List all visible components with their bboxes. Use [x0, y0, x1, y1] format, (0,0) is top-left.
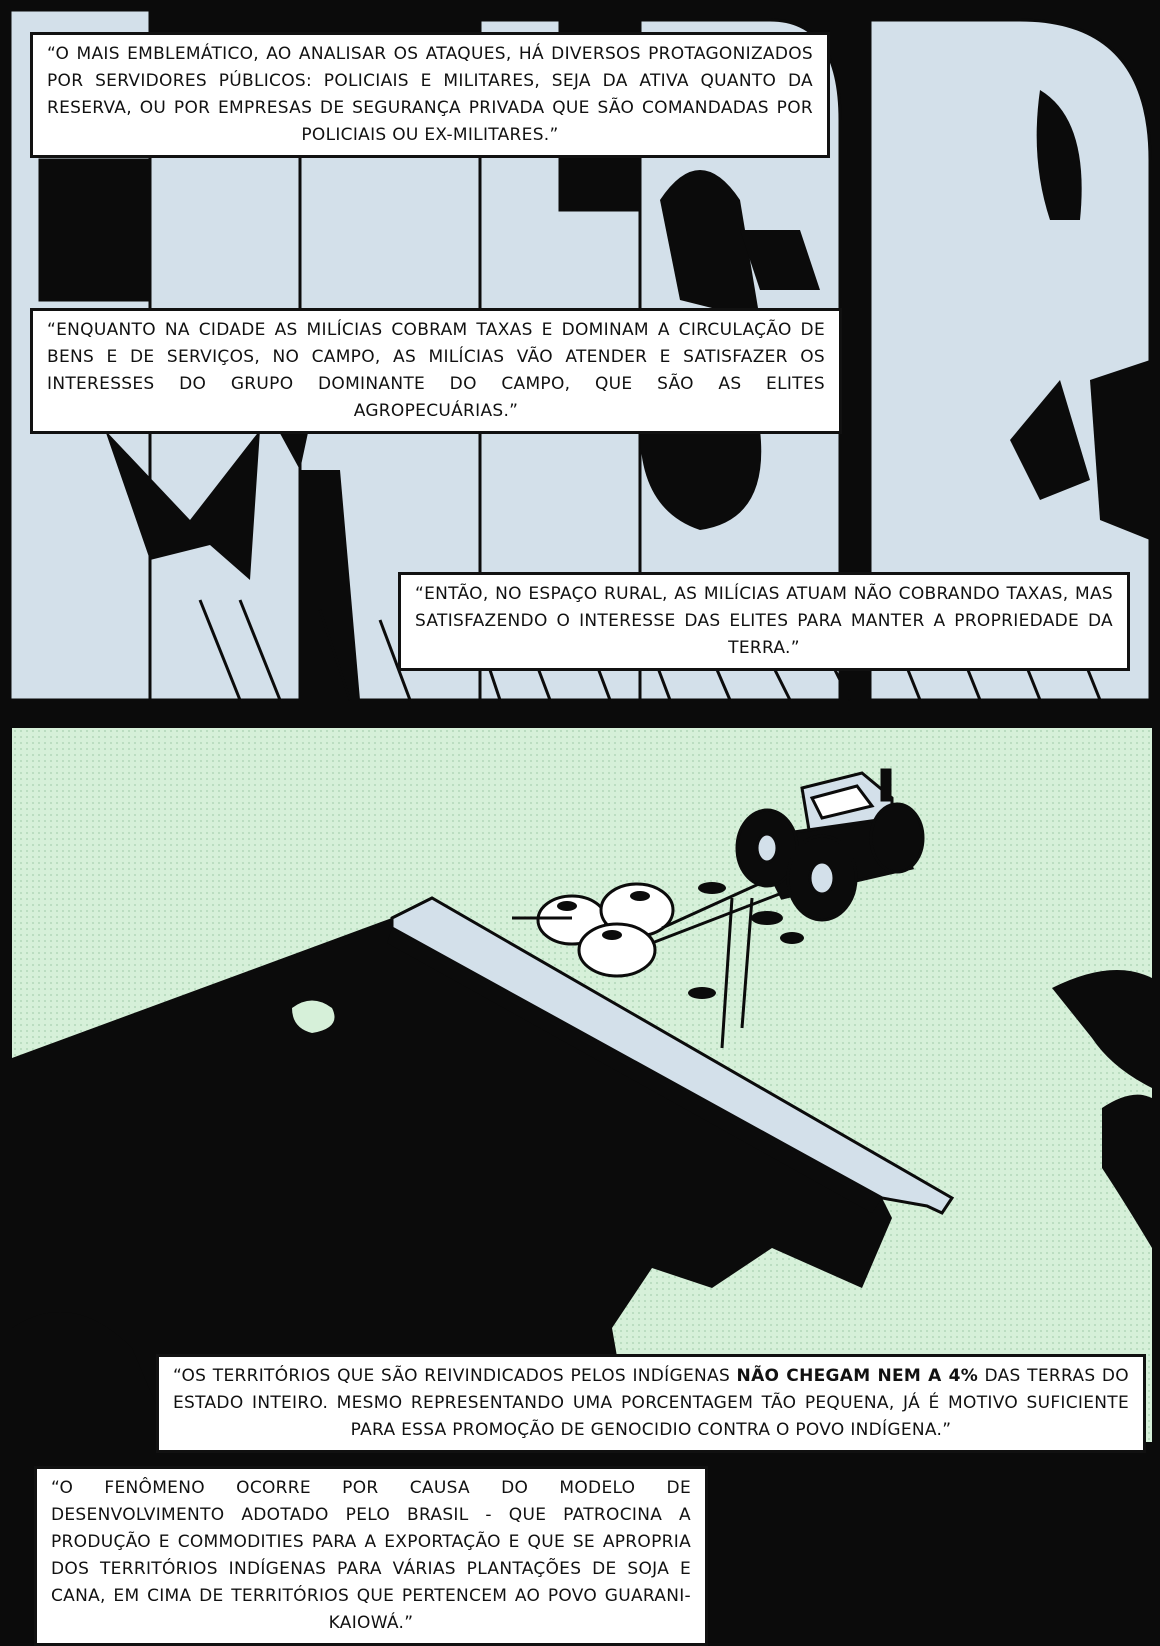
caption-development-model: “O FENÔMENO OCORRE POR CAUSA DO MODELO DE DESENVOLVIMENTO ADOTADO PELO BRASIL - QUE PATROCINA A PRODUÇÃO E COMMODITIES PARA A EXPORTAÇÃO E QUE SE APROPRIA DOS TERRITÓRIOS INDÍGENAS PARA VÁRIAS PLANTAÇÕES DE SOJA E CANA, EM CIMA DE TERRITÓRIOS QUE PERTENCEM AO POVO GUARANI-KAIOWÁ.” — [34, 1466, 708, 1646]
caption-emphasis: NÃO CHEGAM NEM A 4% — [736, 1366, 979, 1386]
caption-emblematic-attacks: “O MAIS EMBLEMÁTICO, AO ANALISAR OS ATAQUES, HÁ DIVERSOS PROTAGONIZADOS POR SERVIDORES PÚBLICOS: POLICIAIS E MILITARES, SEJA DA ATIVA QUANTO DA RESERVA, OU POR EMPRESAS DE SEGURANÇA PRIVADA QUE SÃO COMANDADAS POR POLICIAIS OU EX-MILITARES.” — [30, 32, 830, 158]
top-panel — [0, 0, 1160, 718]
caption-territories-percentage — [156, 1354, 1146, 1453]
tractor-scene-art — [12, 728, 1152, 1442]
caption-text-post: DAS TERRAS DO ESTADO INTEIRO. MESMO REPRESENTANDO UMA PORCENTAGEM TÃO PEQUENA, JÁ É MOTIVO SUFICIENTE PARA ESSA PROMOÇÃO DE GENOCIDIO CONTRA O POVO INDÍGENA.” — [173, 1366, 1129, 1440]
tractor — [737, 770, 923, 920]
bottom-panel — [12, 728, 1152, 1633]
sprayer-tanks — [538, 884, 673, 976]
caption-city-vs-countryside: “ENQUANTO NA CIDADE AS MILÍCIAS COBRAM TAXAS E DOMINAM A CIRCULAÇÃO DE BENS E DE SERVIÇOS, NO CAMPO, AS MILÍCIAS VÃO ATENDER E SATISFAZER OS INTERESSES DO GRUPO DOMINANTE DO CAMPO, QUE SÃO AS ELITES AGROPECUÁRIAS.” — [30, 308, 842, 434]
caption-text-pre: “OS TERRITÓRIOS QUE SÃO REIVINDICADOS PELOS INDÍGENAS — [173, 1366, 737, 1386]
caption-rural-militias: “ENTÃO, NO ESPAÇO RURAL, AS MILÍCIAS ATUAM NÃO COBRANDO TAXAS, MAS SATISFAZENDO O INTERESSE DAS ELITES PARA MANTER A PROPRIEDADE DA TERRA.” — [398, 572, 1130, 671]
